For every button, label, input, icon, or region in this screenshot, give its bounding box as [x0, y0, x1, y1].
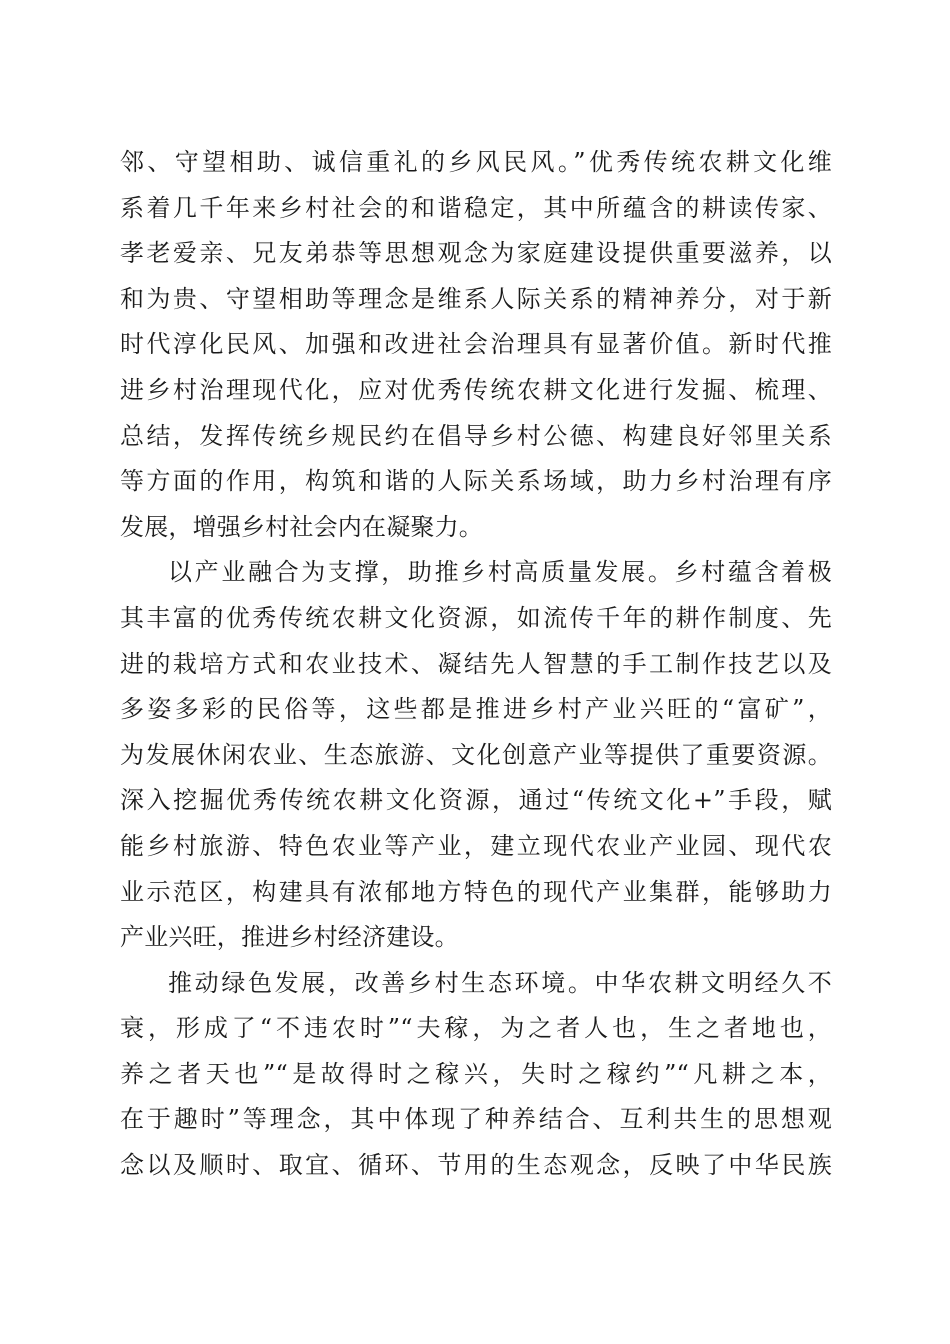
text-line: 深入挖掘优秀传统农耕文化资源，通过“传统文化+”手段，赋 — [120, 786, 832, 815]
text-line: 衰，形成了“不违农时”“夫稼，为之者人也，生之者地也， — [120, 1014, 832, 1043]
text-line: 总结，发挥传统乡规民约在倡导乡村公德、构建良好邻里关系 — [120, 421, 832, 450]
paragraph-first-line: 以产业融合为支撑，助推乡村高质量发展。乡村蕴含着极 — [168, 558, 832, 587]
text-line: 在于趣时”等理念，其中体现了种养结合、互利共生的思想观 — [120, 1105, 832, 1134]
text-line: 能乡村旅游、特色农业等产业，建立现代农业产业园、现代农 — [120, 831, 832, 860]
text-line: 进乡村治理现代化，应对优秀传统农耕文化进行发掘、梳理、 — [120, 375, 832, 404]
text-line: 业示范区，构建具有浓郁地方特色的现代产业集群，能够助力 — [120, 877, 832, 906]
text-line: 孝老爱亲、兄友弟恭等思想观念为家庭建设提供重要滋养，以 — [120, 239, 832, 268]
text-line: 念以及顺时、取宜、循环、节用的生态观念，反映了中华民族 — [120, 1151, 832, 1180]
text-line: 养之者天也”“是故得时之稼兴，失时之稼约”“凡耕之本， — [120, 1059, 832, 1088]
text-line: 为发展休闲农业、生态旅游、文化创意产业等提供了重要资源。 — [120, 740, 832, 769]
text-line: 系着几千年来乡村社会的和谐稳定，其中所蕴含的耕读传家、 — [120, 193, 832, 222]
text-line: 等方面的作用，构筑和谐的人际关系场域，助力乡村治理有序 — [120, 467, 832, 496]
text-line: 邻、守望相助、诚信重礼的乡风民风。”优秀传统农耕文化维 — [120, 148, 832, 176]
text-line: 多姿多彩的民俗等，这些都是推进乡村产业兴旺的“富矿”， — [120, 695, 832, 724]
body-text — [120, 140, 832, 1189]
text-line: 进的栽培方式和农业技术、凝结先人智慧的手工制作技艺以及 — [120, 649, 832, 678]
text-line: 其丰富的优秀传统农耕文化资源，如流传千年的耕作制度、先 — [120, 603, 832, 632]
text-line: 时代淳化民风、加强和改进社会治理具有显著价值。新时代推 — [120, 330, 832, 359]
paragraph-first-line: 推动绿色发展，改善乡村生态环境。中华农耕文明经久不 — [168, 968, 832, 997]
text-line: 发展，增强乡村社会内在凝聚力。 — [120, 512, 483, 541]
text-line: 和为贵、守望相助等理念是维系人际关系的精神养分，对于新 — [120, 284, 832, 313]
text-line: 产业兴旺，推进乡村经济建设。 — [120, 923, 459, 952]
